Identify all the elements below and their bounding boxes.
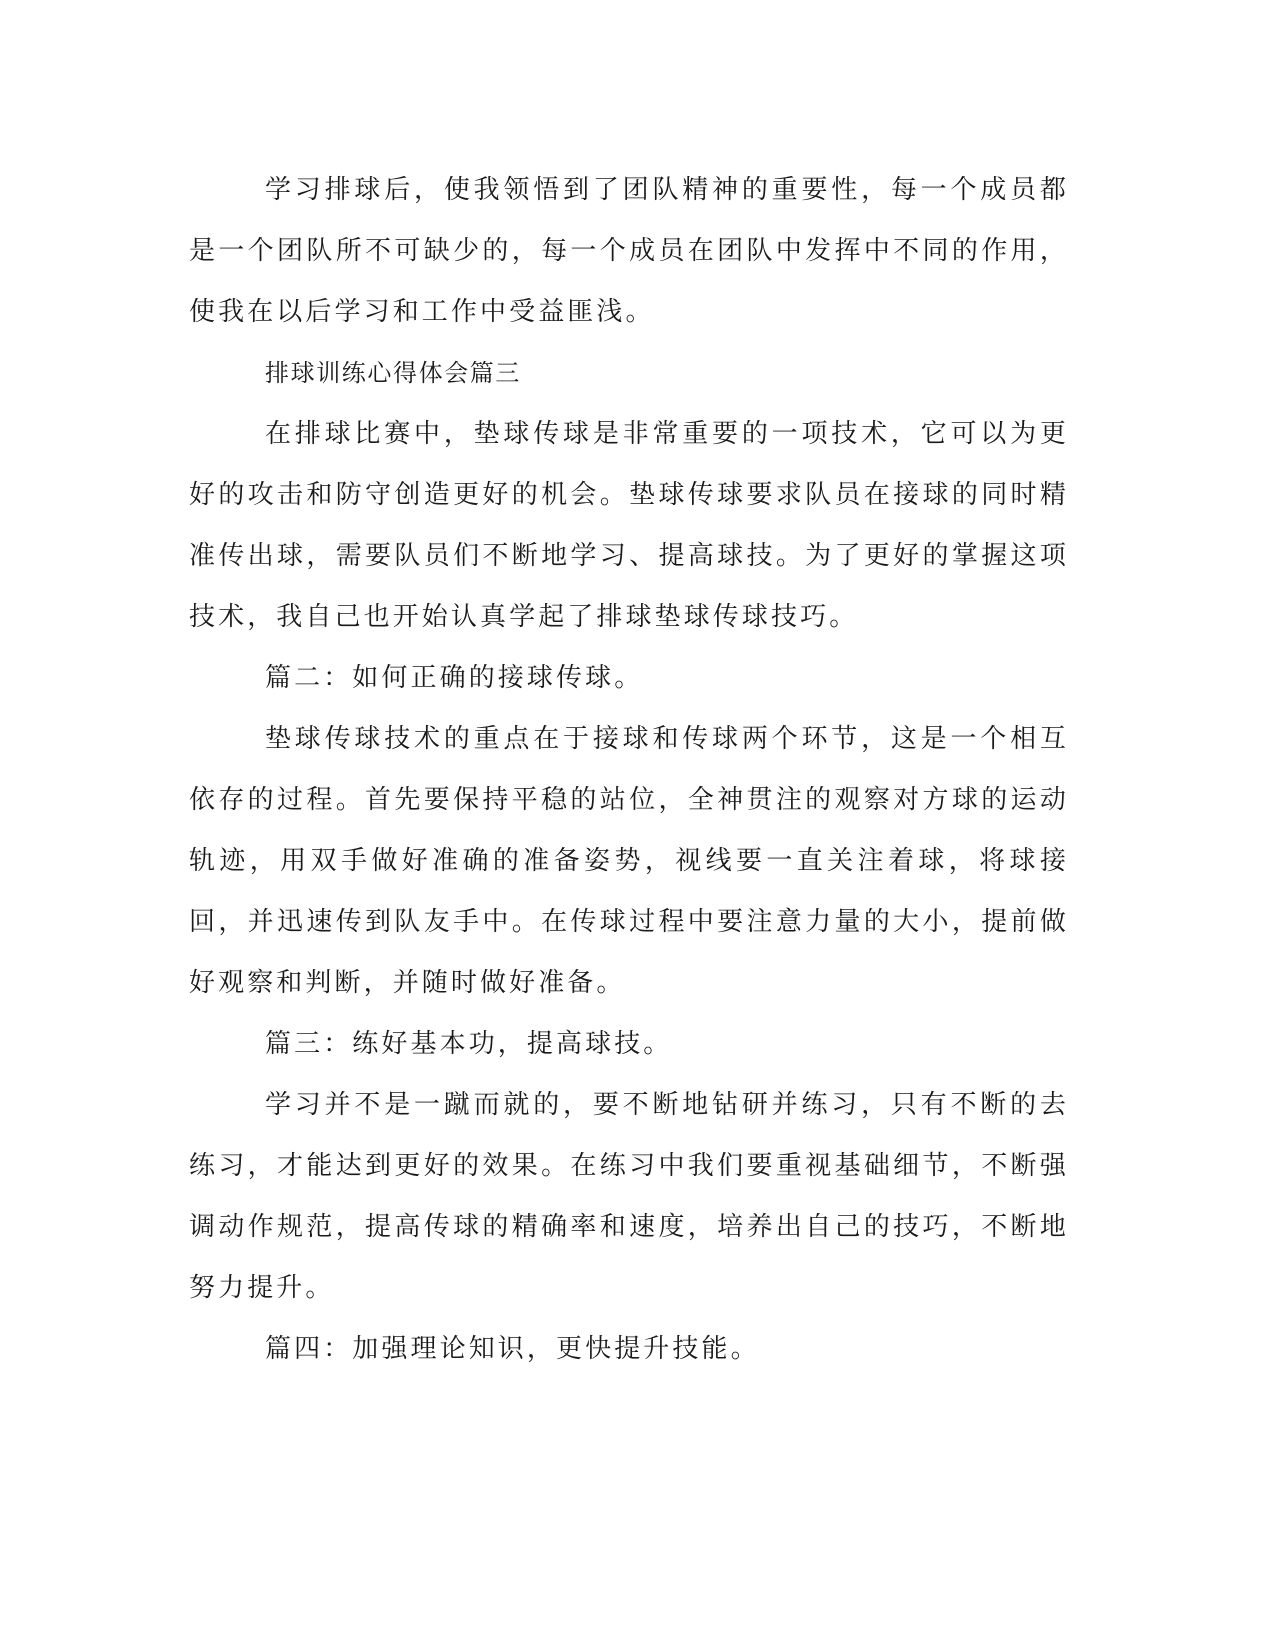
paragraph-practice-basics: 学习并不是一蹴而就的，要不断地钻研并练习，只有不断的去练习，才能达到更好的效果。在练习中我们要重视基础细节，不断强调动作规范，提高传球的精确率和速度，培养出自己的技巧，不断地努力提升。 xyxy=(189,1090,1069,1303)
document-body xyxy=(189,160,1069,1380)
subheading-part-four: 篇四：加强理论知识，更快提升技能。 xyxy=(265,1334,760,1364)
subheading-part-three: 篇三：练好基本功，提高球技。 xyxy=(265,1029,673,1059)
paragraph-intro-passing: 在排球比赛中，垫球传球是非常重要的一项技术，它可以为更好的攻击和防守创造更好的机会。垫球传球要求队员在接球的同时精准传出球，需要队员们不断地学习、提高球技。为了更好的掌握这项技术，我自己也开始认真学起了排球垫球传球技巧。 xyxy=(189,419,1069,632)
paragraph-receiving-passing: 垫球传球技术的重点在于接球和传球两个环节，这是一个相互依存的过程。首先要保持平稳的站位，全神贯注的观察对方球的运动轨迹，用双手做好准确的准备姿势，视线要一直关注着球，将球接回，并迅速传到队友手中。在传球过程中要注意力量的大小，提前做好观察和判断，并随时做好准备。 xyxy=(189,724,1069,998)
subheading-part-two: 篇二：如何正确的接球传球。 xyxy=(265,663,644,693)
section-heading: 排球训练心得体会篇三 xyxy=(265,359,521,387)
paragraph-team-spirit: 学习排球后，使我领悟到了团队精神的重要性，每一个成员都是一个团队所不可缺少的，每一个成员在团队中发挥中不同的作用，使我在以后学习和工作中受益匪浅。 xyxy=(189,175,1069,327)
